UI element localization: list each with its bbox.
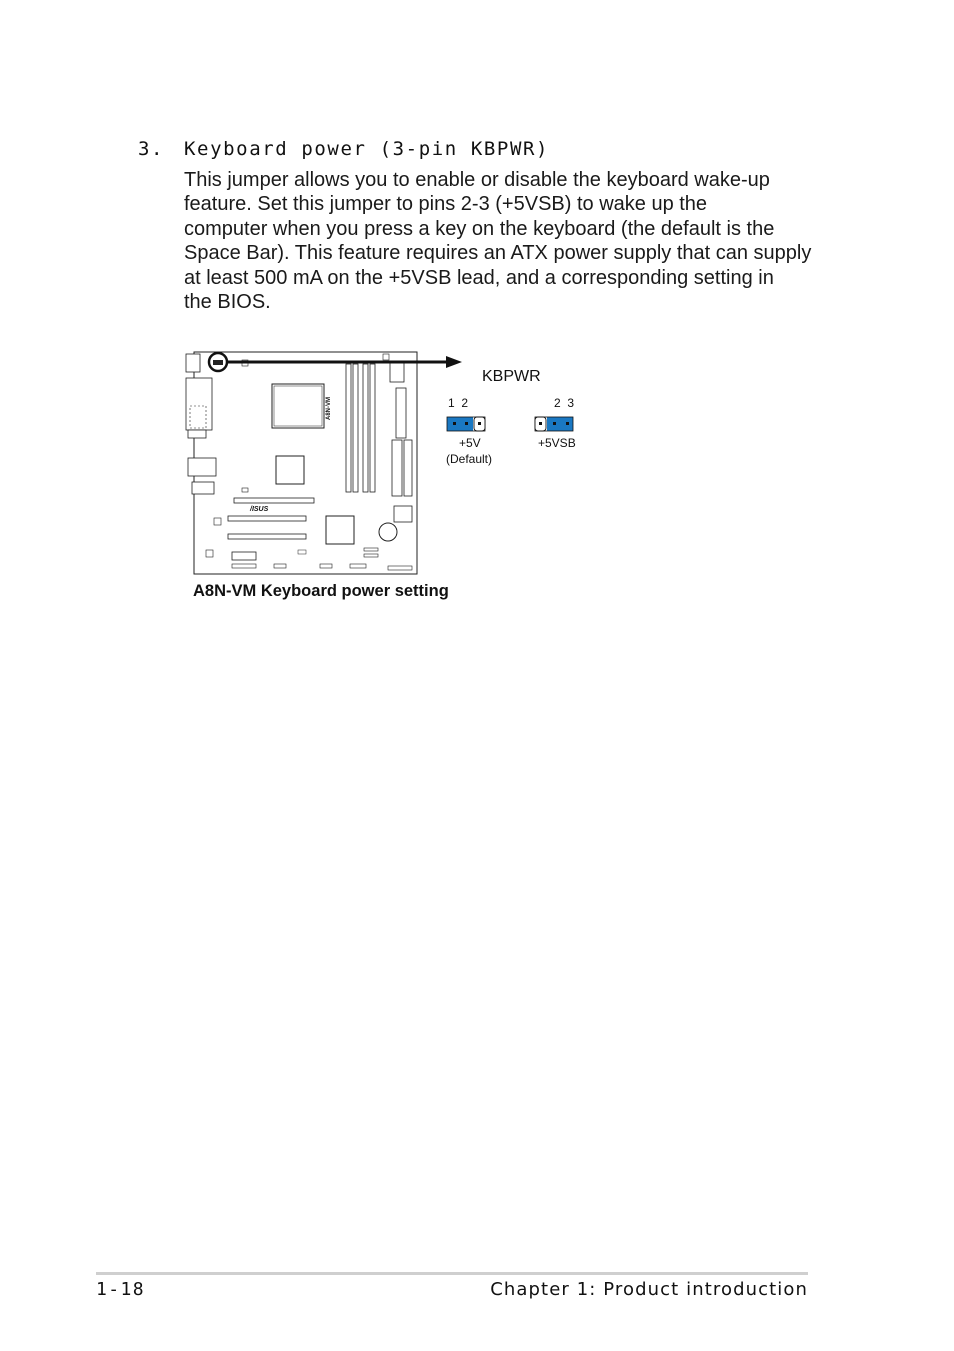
io-port	[188, 430, 206, 438]
io-port	[192, 482, 214, 494]
dimm-slot	[370, 364, 375, 492]
cpu-socket	[272, 384, 324, 428]
io-port	[186, 354, 200, 372]
kbpwr-location	[213, 360, 223, 365]
ide-connector	[392, 440, 402, 496]
dimm-slot	[363, 364, 368, 492]
jumper-cap	[547, 417, 573, 431]
body-line: computer when you press a key on the keyboard (the default is the	[184, 217, 775, 240]
pins-label: 2 3	[554, 396, 575, 410]
body-line: This jumper allows you to enable or disable the keyboard wake-up	[184, 169, 770, 191]
body-line: Space Bar). This feature requires an ATX power supply that can supply	[184, 242, 812, 265]
battery	[379, 523, 397, 541]
footer-divider	[96, 1272, 808, 1275]
kbpwr-figure	[180, 346, 600, 606]
chipset	[326, 516, 354, 544]
figure-caption: A8N-VM Keyboard power setting	[193, 582, 449, 600]
body-line: feature. Set this jumper to pins 2-3 (+5VSB) to wake up the	[184, 193, 708, 216]
dimm-slot	[346, 364, 351, 492]
io-port	[186, 378, 212, 430]
dimm-slot	[353, 364, 358, 492]
section-number: 3.	[138, 138, 165, 160]
setting-label: +5VSB	[538, 436, 576, 450]
pci-slot	[234, 498, 314, 503]
body-line: the BIOS.	[184, 291, 271, 314]
page-number: 1-18	[96, 1279, 145, 1300]
pci-slot	[228, 534, 306, 539]
body-line: at least 500 mA on the +5VSB lead, and a corresponding setting in	[184, 266, 774, 289]
brand-logo: /ISUS	[250, 506, 269, 513]
chipset	[276, 456, 304, 484]
ide-connector	[396, 388, 406, 438]
io-port	[188, 458, 216, 476]
jumper-cap	[447, 417, 473, 431]
board-model-label: A8N-VM	[326, 396, 332, 420]
section-title: Keyboard power (3-pin KBPWR)	[184, 138, 550, 160]
chapter-title: Chapter 1: Product introduction	[490, 1279, 808, 1300]
setting-label: +5V	[459, 436, 481, 450]
section-body	[184, 168, 824, 314]
jumper-name: KBPWR	[482, 368, 541, 385]
default-label: (Default)	[446, 452, 493, 466]
section-heading	[138, 138, 549, 160]
pins-label: 1 2	[448, 396, 469, 410]
pci-slot	[228, 516, 306, 521]
